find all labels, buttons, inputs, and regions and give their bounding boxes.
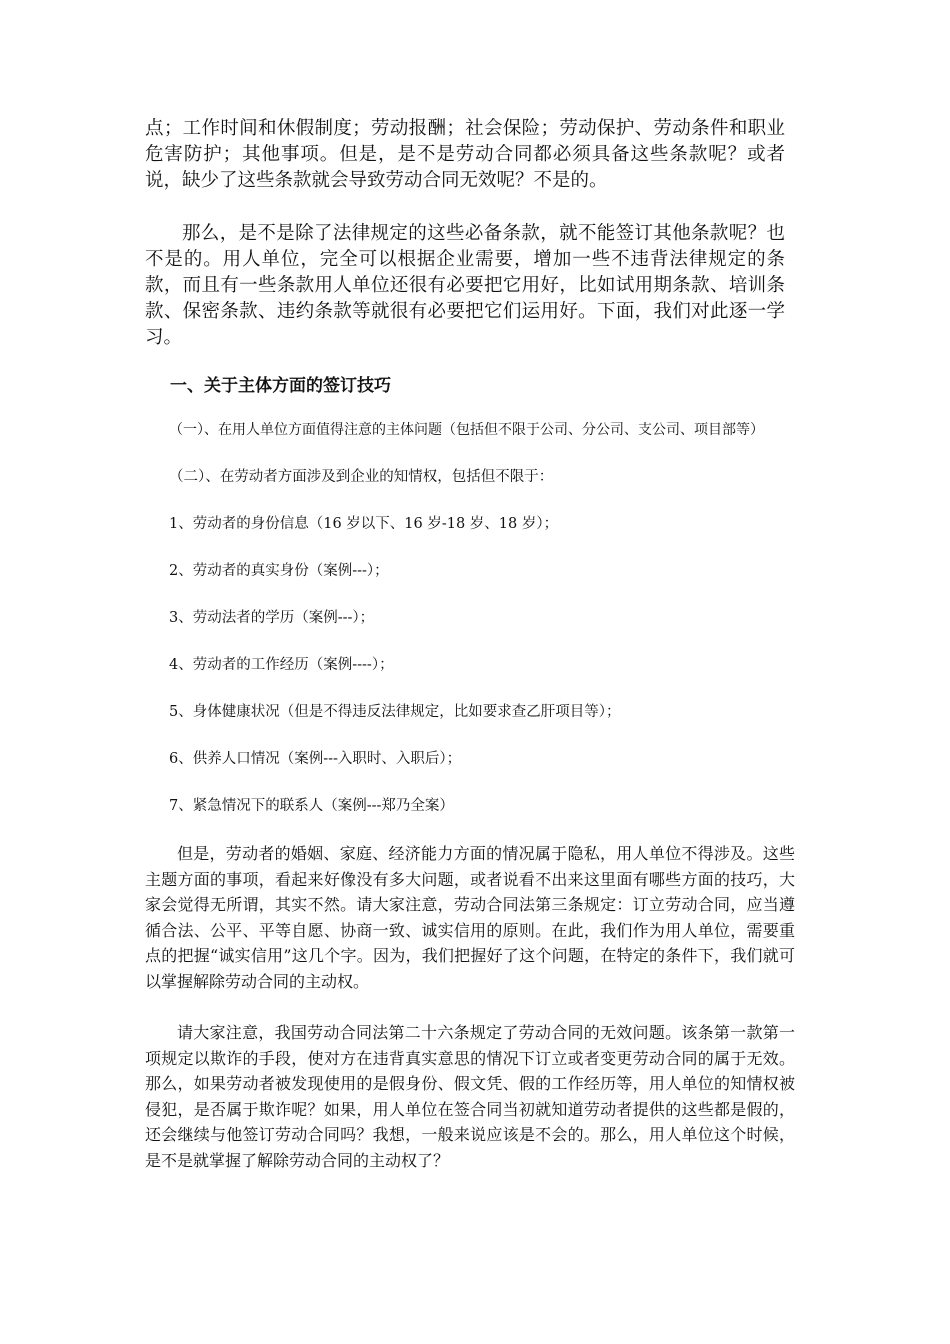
list-item: 2、劳动者的真实身份（案例---）； [169,563,389,579]
subsection-1: （一）、在用人单位方面值得注意的主体问题（包括但不限于公司、分公司、支公司、项目部等） [169,422,764,438]
list-item: 7、紧急情况下的联系人（案例---郑乃全案） [169,798,454,814]
paragraph-2: 那么，是不是除了法律规定的这些必备条款，就不能签订其他条款呢？也不是的。用人单位，完全可以根据企业需要，增加一些不违背法律规定的条款，而且有一些条款用人单位还很有必要把它用好，比如试用期条款、培训条款、保密条款、违约条款等就很有必要把它们运用好。下面，我们对此逐一学习。 [145,223,785,348]
paragraph-1: 点；工作时间和休假制度；劳动报酬；社会保险；劳动保护、劳动条件和职业危害防护；其他事项。但是，是不是劳动合同都必须具备这些条款呢？或者说，缺少了这些条款就会导致劳动合同无效呢？不是的。 [145,118,785,191]
paragraph-3: 但是，劳动者的婚姻、家庭、经济能力方面的情况属于隐私，用人单位不得涉及。这些主题方面的事项，看起来好像没有多大问题，或者说看不出来这里面有哪些方面的技巧，大家会觉得无所谓，其实不然。请大家注意，劳动合同法第三条规定：订立劳动合同，应当遵循合法、公平、平等自愿、协商一致、诚实信用的原则。在此，我们作为用人单位，需要重点的把握“诚实信用”这几个字。因为，我们把握好了这个问题，在特定的条件下，我们就可以掌握解除劳动合同的主动权。 [145,844,795,991]
section-heading: 一、关于主体方面的签订技巧 [170,376,391,396]
list-item: 3、劳动法者的学历（案例---）； [169,610,375,626]
list-item: 5、身体健康状况（但是不得违反法律规定，比如要求查乙肝项目等）； [169,704,621,720]
paragraph-4: 请大家注意，我国劳动合同法第二十六条规定了劳动合同的无效问题。该条第一款第一项规定以欺诈的手段，使对方在违背真实意思的情况下订立或者变更劳动合同的属于无效。那么，如果劳动者被发现使用的是假身份、假文凭、假的工作经历等，用人单位的知情权被侵犯，是否属于欺诈呢？如果，用人单位在签合同当初就知道劳动者提供的这些都是假的，还会继续与他签订劳动合同吗？我想，一般来说应该是不会的。那么，用人单位这个时候，是不是就掌握了解除劳动合同的主动权了？ [145,1023,795,1170]
list-item: 1、劳动者的身份信息（16 岁以下、16 岁-18 岁、18 岁）； [169,516,559,532]
list-item: 6、供养人口情况（案例---入职时、入职后）； [169,751,462,767]
subsection-2: （二）、在劳动者方面涉及到企业的知情权，包括但不限于： [169,469,554,485]
list-item: 4、劳动者的工作经历（案例----）； [169,657,394,673]
